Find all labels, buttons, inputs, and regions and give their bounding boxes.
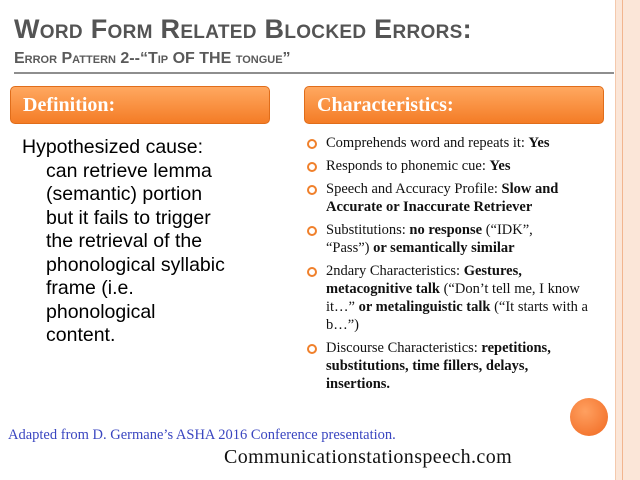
source-credit: Adapted from D. Germane’s ASHA 2016 Conference presentation. xyxy=(8,427,396,443)
definition-line: phonological xyxy=(46,300,156,323)
slide-title: Word Form Related Blocked Errors: xyxy=(14,14,472,44)
definition-line: the retrieval of the xyxy=(46,230,203,252)
bullet-circle-icon xyxy=(307,267,317,277)
list-item: Responds to phonemic cue: Yes xyxy=(306,157,606,175)
bullet-circle-icon xyxy=(307,139,317,149)
bullet-circle-icon xyxy=(307,226,317,236)
definition-line: content. xyxy=(46,324,116,346)
definition-line: can retrieve lemma xyxy=(46,159,212,182)
bullet-circle-icon xyxy=(307,185,317,195)
list-item: Speech and Accuracy Profile: Slow and Accurate or Inaccurate Retriever xyxy=(306,180,606,216)
slide-subtitle: Error Pattern 2--“Tip OF THE tongue” xyxy=(14,50,291,67)
definition-line: phonological syllabic xyxy=(46,253,225,276)
definition-line: (semantic) portion xyxy=(46,183,203,205)
definition-line: frame (i.e. xyxy=(46,277,134,299)
decorative-orange-circle xyxy=(570,398,608,436)
definition-line: but it fails to trigger xyxy=(46,206,211,229)
characteristics-list xyxy=(306,134,606,398)
decorative-side-border xyxy=(615,0,640,480)
definition-text xyxy=(22,136,282,348)
bullet-circle-icon xyxy=(307,344,317,354)
definition-header: Definition: xyxy=(10,86,270,124)
bullet-circle-icon xyxy=(307,162,317,172)
list-item: 2ndary Characteristics: Gestures, metacognitive talk (“Don’t tell me, I know it…” or metalinguistic talk (“It starts with a b…”) xyxy=(306,262,606,334)
website-footer: Communicationstationspeech.com xyxy=(224,446,513,468)
characteristics-header: Characteristics: xyxy=(304,86,604,124)
title-divider xyxy=(14,72,614,74)
list-item: Substitutions: no response (“IDK”, “Pass”) or semantically similar xyxy=(306,221,606,257)
list-item: Discourse Characteristics: repetitions, substitutions, time fillers, delays, insertions. xyxy=(306,339,606,393)
definition-line: Hypothesized cause: xyxy=(22,136,204,158)
list-item: Comprehends word and repeats it: Yes xyxy=(306,134,606,152)
